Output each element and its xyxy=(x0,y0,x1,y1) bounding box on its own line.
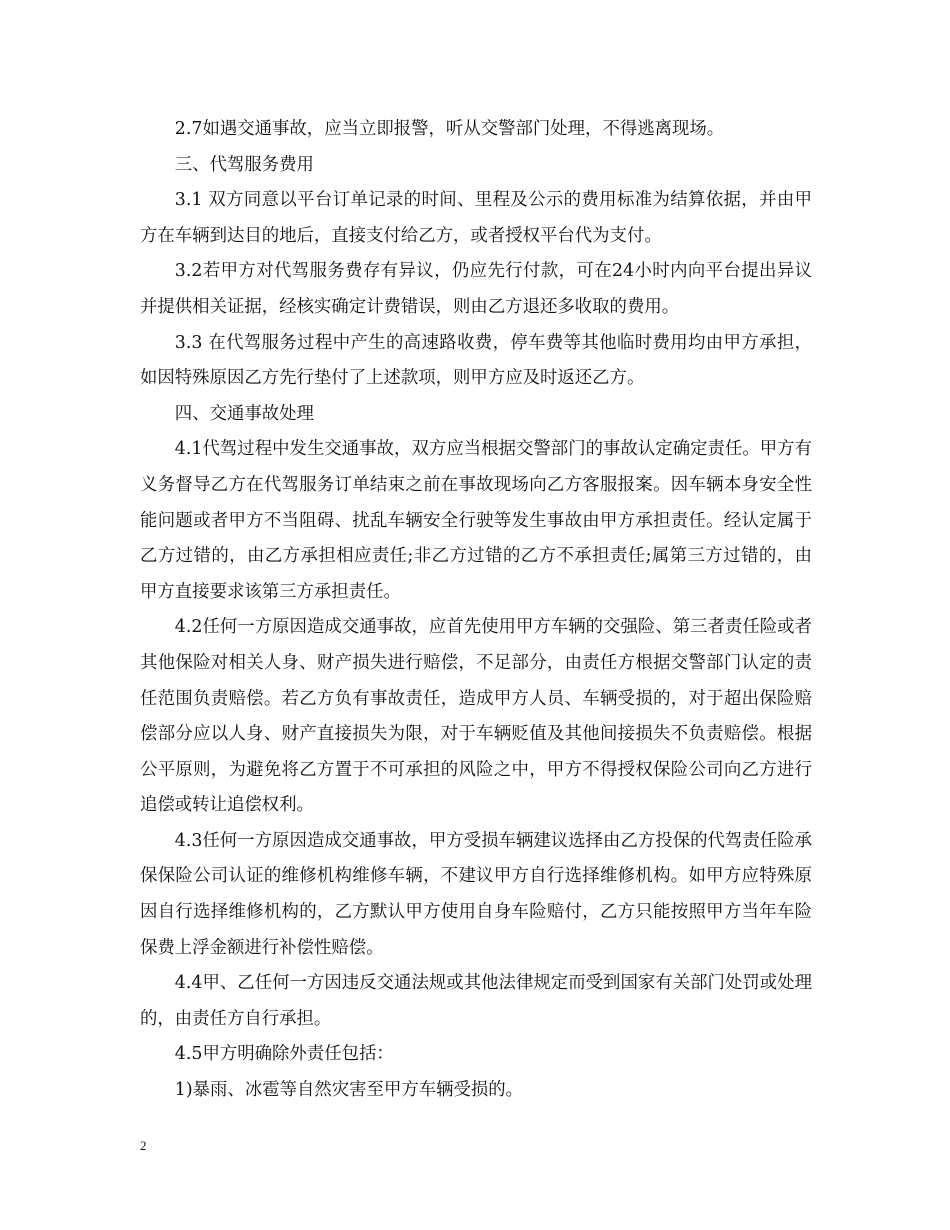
paragraph-3-2: 3.2若甲方对代驾服务费存有异议，仍应先行付款，可在24小时内向平台提出异议并提供相关证据，经核实确定计费错误，则由乙方退还多收取的费用。 xyxy=(140,261,812,317)
section-heading-accidents: 四、交通事故处理 xyxy=(174,403,314,424)
list-item-1: 1)暴雨、冰雹等自然灾害至甲方车辆受损的。 xyxy=(174,1080,524,1101)
section-heading-fees: 三、代驾服务费用 xyxy=(174,154,314,175)
paragraph-4-2: 4.2任何一方原因造成交通事故，应首先使用甲方车辆的交强险、第三者责任险或者其他保险对相关人身、财产损失进行赔偿，不足部分，由责任方根据交警部门认定的责任范围负责赔偿。若乙方负有事故责任，造成甲方人员、车辆受损的，对于超出保险赔偿部分应以人身、财产直接损失为限，对于车辆贬值及其他间接损失不负责赔偿。根据公平原则，为避免将乙方置于不可承担的风险之中，甲方不得授权保险公司向乙方进行追偿或转让追偿权利。 xyxy=(140,617,812,816)
paragraph-2-7: 2.7如遇交通事故，应当立即报警，听从交警部门处理，不得逃离现场。 xyxy=(174,119,725,139)
paragraph-4-3: 4.3任何一方原因造成交通事故，甲方受损车辆建议选择由乙方投保的代驾责任险承保保险公司认证的维修机构维修车辆，不建议甲方自行选择维修机构。如甲方应特殊原因自行选择维修机构的，乙方默认甲方使用自身车险赔付，乙方只能按照甲方当年车险保费上浮金额进行补偿性赔偿。 xyxy=(140,830,812,958)
paragraph-4-5: 4.5甲方明确除外责任包括： xyxy=(174,1044,394,1065)
paragraph-4-1: 4.1代驾过程中发生交通事故，双方应当根据交警部门的事故认定确定责任。甲方有义务督导乙方在代驾服务订单结束之前在事故现场向乙方客服报案。因车辆本身安全性能问题或者甲方不当阻碍、扰乱车辆安全行驶等发生事故由甲方承担责任。经认定属于乙方过错的，由乙方承担相应责任;非乙方过错的乙方不承担责任;属第三方过错的，由甲方直接要求该第三方承担责任。 xyxy=(140,439,812,602)
page-number: 2 xyxy=(140,1138,147,1153)
paragraph-3-3: 3.3 在代驾服务过程中产生的高速路收费，停车费等其他临时费用均由甲方承担，如因特殊原因乙方先行垫付了上述款项，则甲方应及时返还乙方。 xyxy=(140,332,812,389)
body-text xyxy=(140,112,812,1109)
paragraph-4-4: 4.4甲、乙任何一方因违反交通法规或其他法律规定而受到国家有关部门处罚或处理的，由责任方自行承担。 xyxy=(140,973,812,1029)
paragraph-3-1: 3.1 双方同意以平台订单记录的时间、里程及公示的费用标准为结算依据，并由甲方在车辆到达目的地后，直接支付给乙方，或者授权平台代为支付。 xyxy=(140,190,812,246)
